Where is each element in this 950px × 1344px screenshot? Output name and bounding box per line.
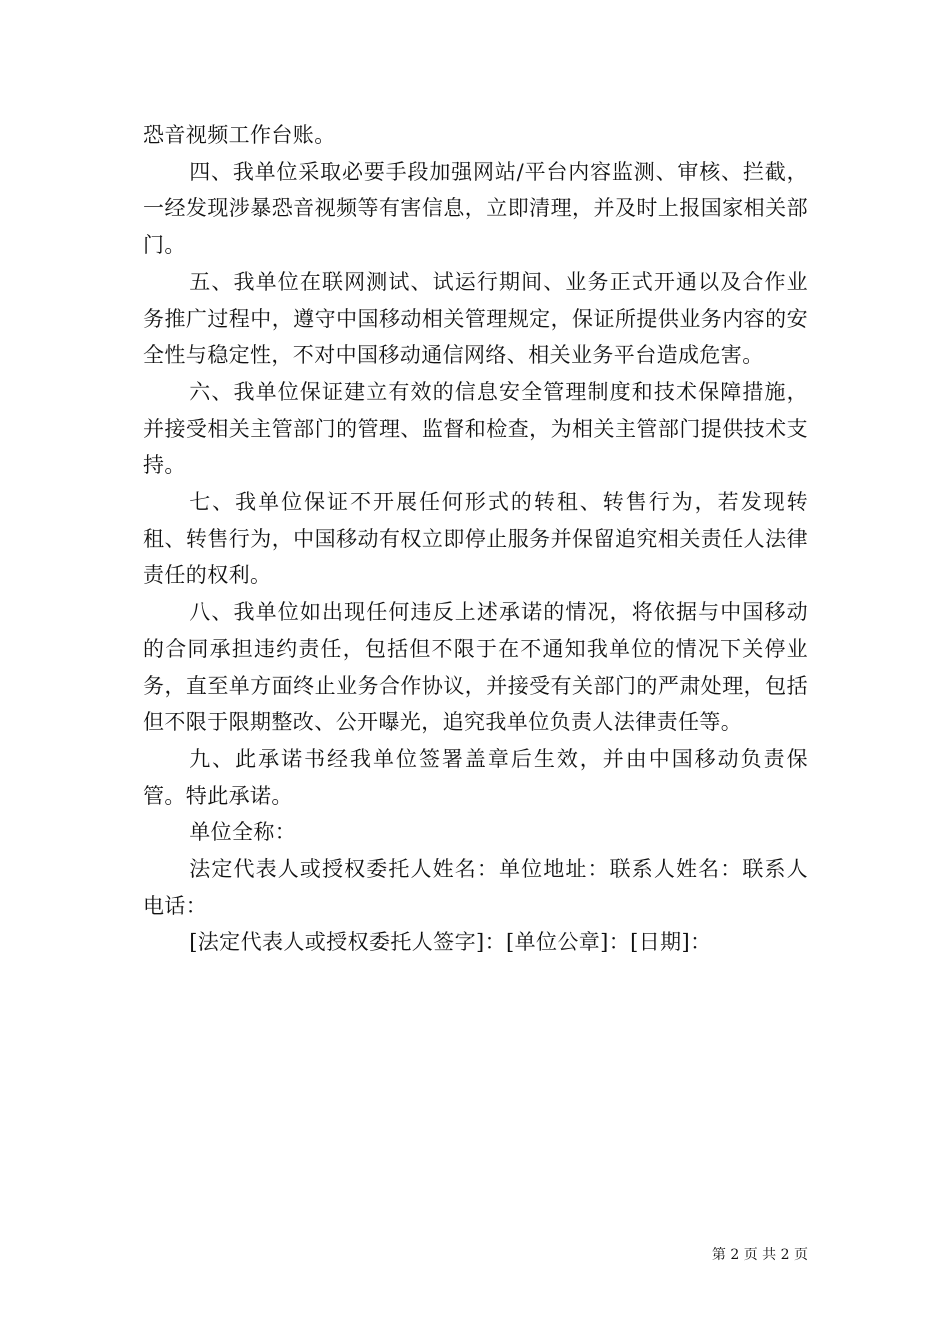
unit-name-field: 单位全称：	[189, 820, 297, 845]
paragraph-item-5: 五、我单位在联网测试、试运行期间、业务正式开通以及合作业务推广过程中，遵守中国移动相关管理规定，保证所提供业务内容的安全性与稳定性，不对中国移动通信网络、相关业务平台造成危害。	[143, 269, 808, 368]
paragraph-item-4: 四、我单位采取必要手段加强网站/平台内容监测、审核、拦截，一经发现涉暴恐音视频等有害信息，立即清理，并及时上报国家相关部门。	[143, 159, 808, 258]
paragraph-item-7: 七、我单位保证不开展任何形式的转租、转售行为，若发现转租、转售行为，中国移动有权立即停止服务并保留追究相关责任人法律责任的权利。	[143, 490, 808, 588]
document-body	[143, 117, 808, 961]
contact-info-field: 法定代表人或授权委托人姓名：单位地址：联系人姓名：联系人电话：	[143, 857, 808, 918]
paragraph-item-8: 八、我单位如出现任何违反上述承诺的情况，将依据与中国移动的合同承担违约责任，包括但不限于在不通知我单位的情况下关停业务，直至单方面终止业务合作协议，并接受有关部门的严肃处理，包括但不限于限期整改、公开曝光，追究我单位负责人法律责任等。	[143, 600, 808, 735]
paragraph-continuation: 恐音视频工作台账。	[143, 123, 336, 147]
signature-line: [法定代表人或授权委托人签字]：[单位公章]：[日期]：	[189, 930, 712, 955]
page-number-footer: 第 2 页 共 2 页	[711, 1247, 808, 1263]
paragraph-item-6: 六、我单位保证建立有效的信息安全管理制度和技术保障措施，并接受相关主管部门的管理、监督和检查，为相关主管部门提供技术支持。	[143, 379, 808, 478]
paragraph-item-9: 九、此承诺书经我单位签署盖章后生效，并由中国移动负责保管。特此承诺。	[143, 746, 808, 808]
